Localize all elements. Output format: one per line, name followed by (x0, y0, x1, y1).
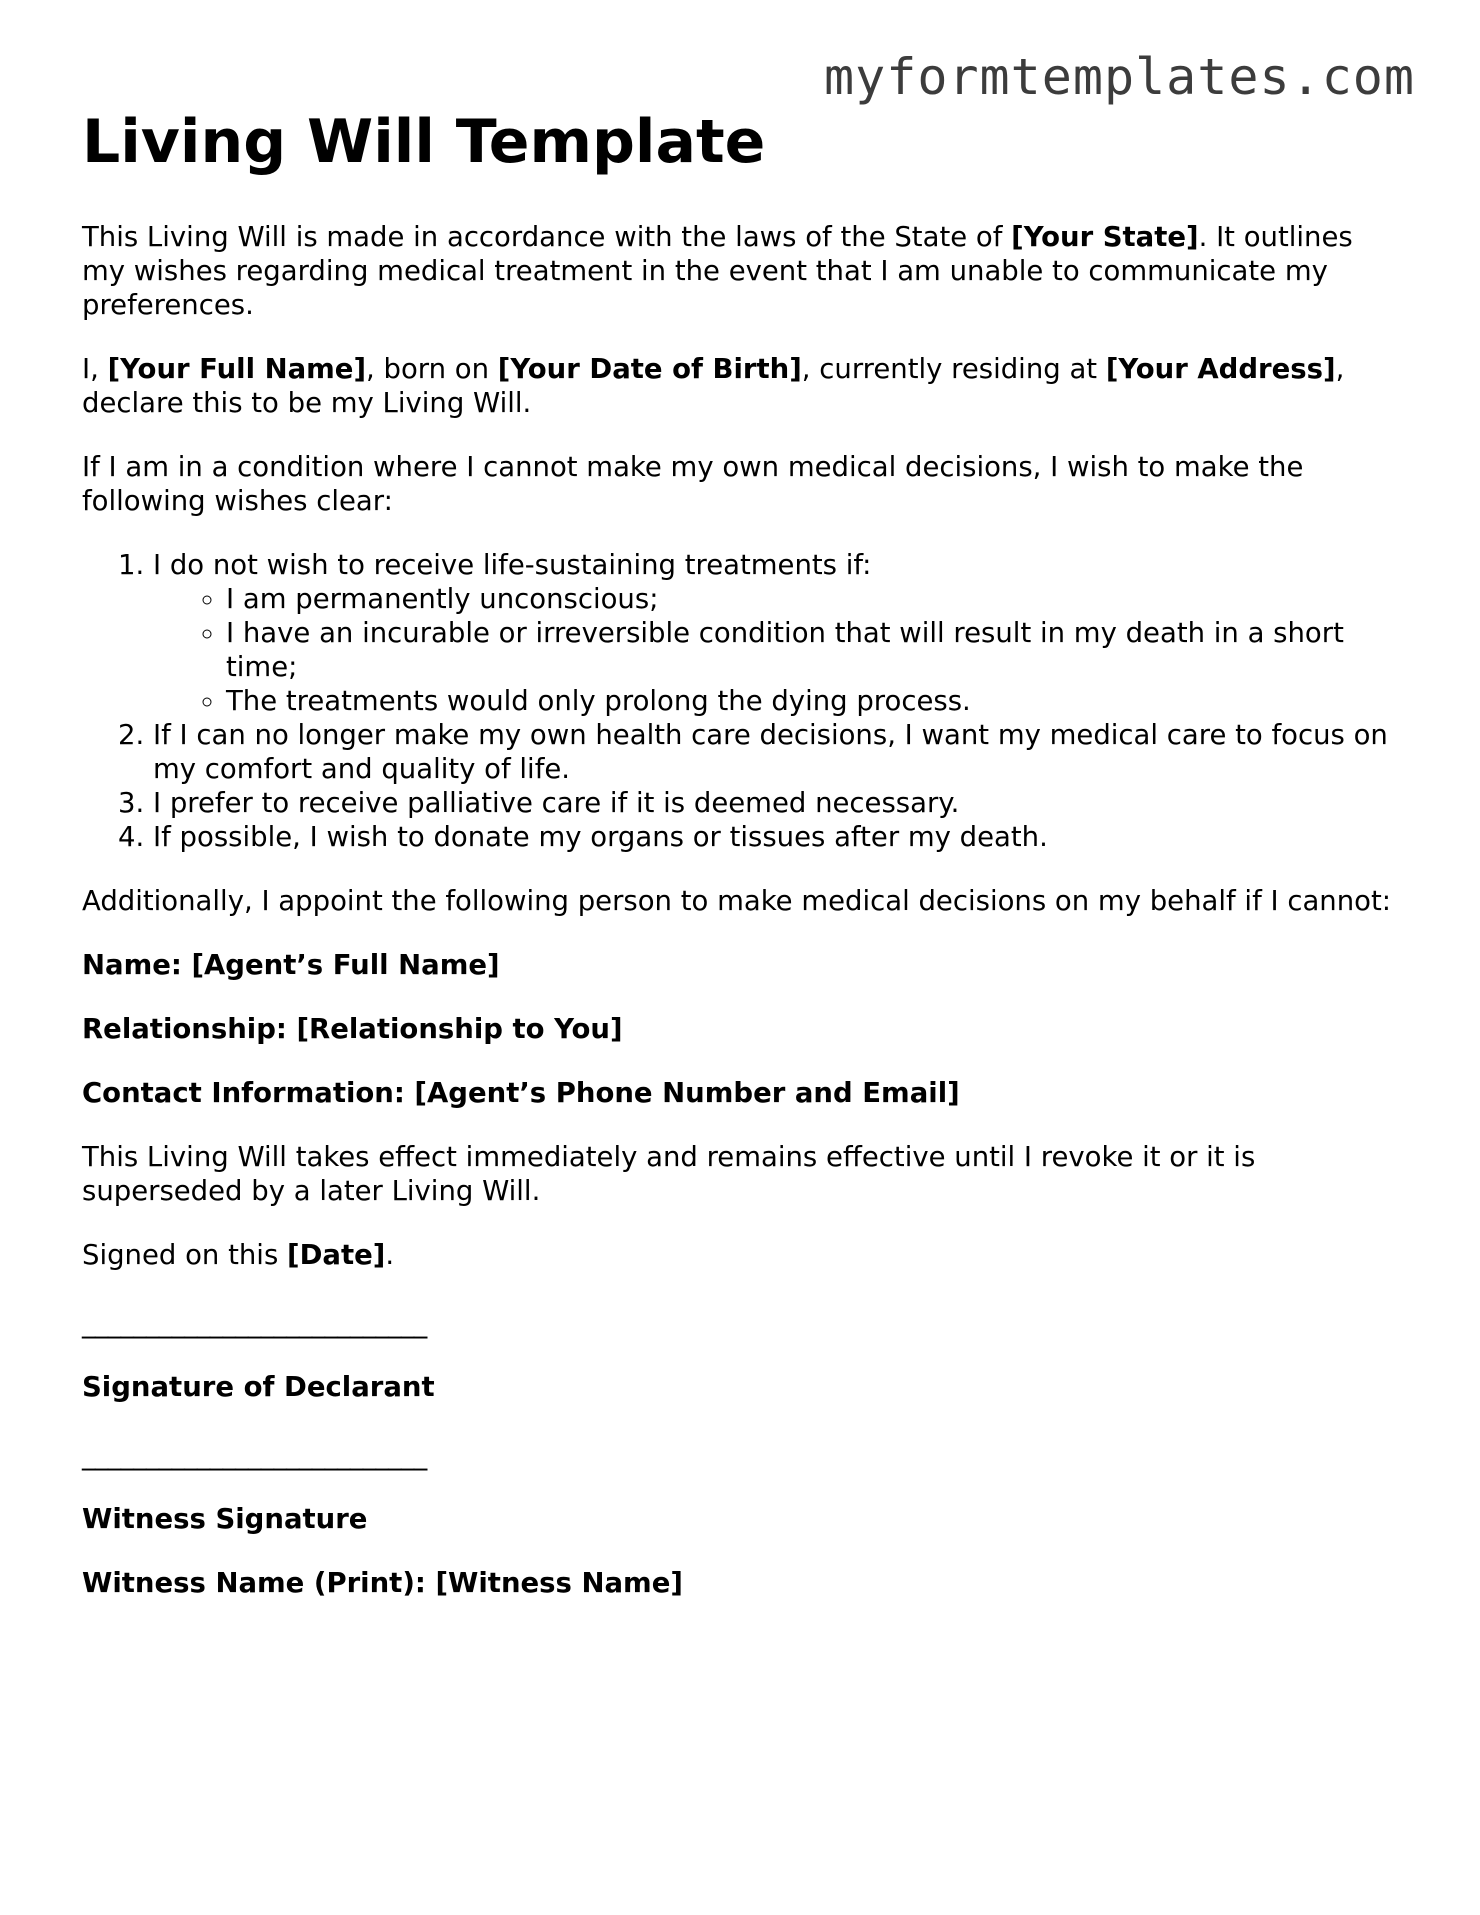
treatment-conditions-list (153, 582, 1402, 718)
declaration-paragraph: I, [Your Full Name], born on [Your Date of Birth], currently residing at [Your Address], declare this to be my Living Will. (82, 353, 1345, 419)
address-placeholder: [Your Address] (1105, 353, 1336, 385)
document-body (82, 104, 1402, 1630)
agent-relationship-line: Relationship: [Relationship to You] (82, 1013, 623, 1045)
agent-name-line: Name: [Agent’s Full Name] (82, 949, 500, 981)
witness-signature-label: Witness Signature (82, 1503, 368, 1535)
dob-placeholder: [Your Date of Birth] (497, 353, 802, 385)
state-placeholder: [Your State] (1011, 221, 1199, 253)
signed-date-line: Signed on this [Date]. (82, 1239, 395, 1271)
witness-name-line: Witness Name (Print): [Witness Name] (82, 1567, 683, 1599)
list-item: 1. I do not wish to receive life-sustaining treatments if: ◦ I am permanently unconscious; ◦ I have an incurable or irreversible condition that will result in my death in a short time; ◦ The treatments would only prolong the dying process. (153, 548, 1402, 718)
wishes-list (82, 548, 1402, 854)
agent-contact-line: Contact Information: [Agent’s Phone Number and Email] (82, 1077, 960, 1109)
date-placeholder: [Date] (287, 1239, 386, 1271)
list-item: 3. I prefer to receive palliative care if it is deemed necessary. (153, 786, 1402, 820)
intro-paragraph: This Living Will is made in accordance with the laws of the State of [Your State]. It outlines my wishes regarding medical treatment in the event that I am unable to communicate my preferences. (82, 221, 1353, 321)
watermark-site-name: myformtemplates.com (824, 48, 1415, 106)
full-name-placeholder: [Your Full Name] (107, 353, 367, 385)
list-item: ◦ The treatments would only prolong the dying process. (226, 684, 1402, 718)
list-item: 4. If possible, I wish to donate my organs or tissues after my death. (153, 820, 1402, 854)
conditions-intro: If I am in a condition where I cannot make my own medical decisions, I wish to make the following wishes clear: (82, 451, 1304, 517)
witness-signature-line: ___________________________ (82, 1439, 427, 1471)
list-item: 2. If I can no longer make my own health care decisions, I want my medical care to focus on my comfort and quality of life. (153, 718, 1402, 786)
list-item: ◦ I am permanently unconscious; (226, 582, 1402, 616)
appoint-paragraph: Additionally, I appoint the following person to make medical decisions on my behalf if I cannot: (82, 885, 1392, 917)
declarant-signature-label: Signature of Declarant (82, 1371, 435, 1403)
document-title: Living Will Template (82, 107, 766, 177)
effect-paragraph: This Living Will takes effect immediately and remains effective until I revoke it or it is superseded by a later Living Will. (82, 1141, 1256, 1207)
list-item: ◦ I have an incurable or irreversible condition that will result in my death in a short time; (226, 616, 1402, 684)
declarant-signature-line: ___________________________ (82, 1307, 427, 1339)
